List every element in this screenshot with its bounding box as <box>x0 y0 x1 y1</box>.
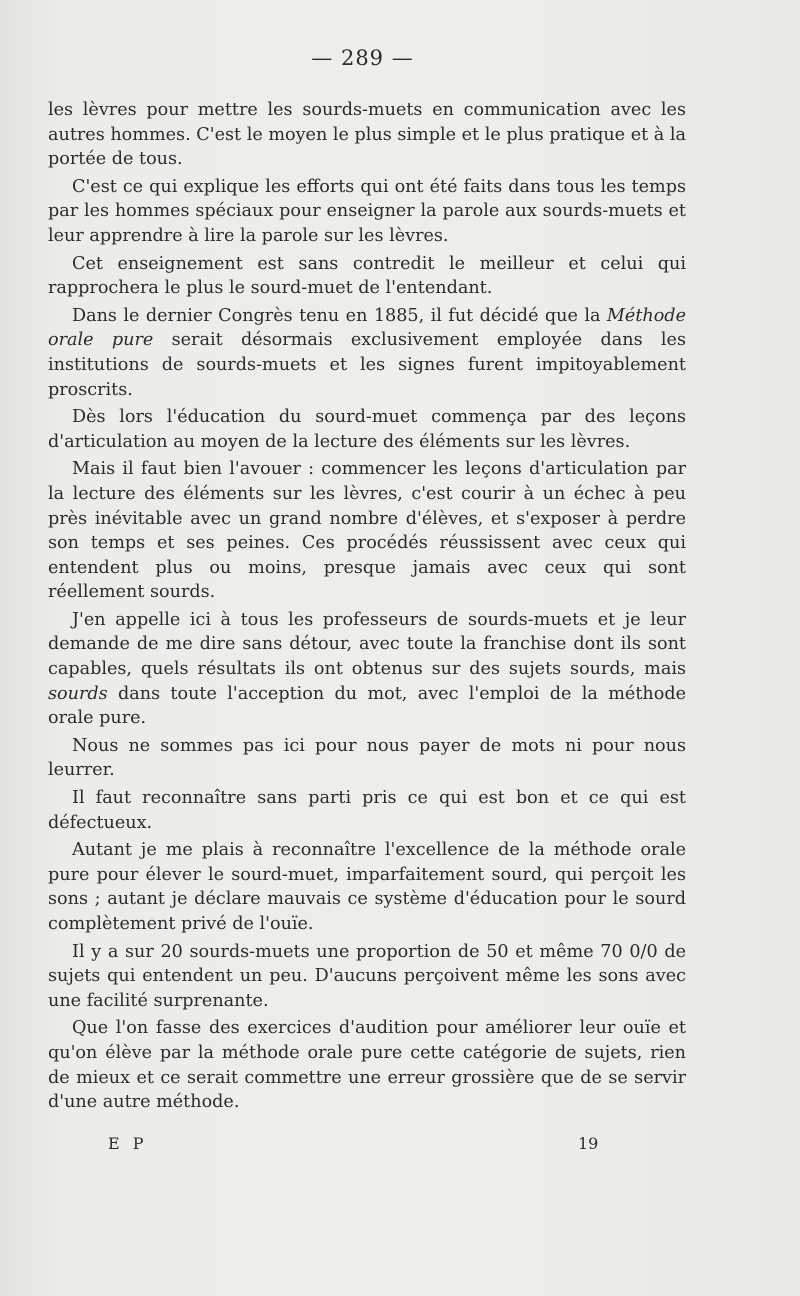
paragraph-text: Il faut reconnaître sans parti pris ce qui est bon et ce qui est défectueux. <box>48 788 686 833</box>
paragraph-text: les lèvres pour mettre les sourds-muets en communication avec les autres hommes. C'est le moyen le plus simple et le plus pratique et à la portée de tous. <box>48 100 686 170</box>
paragraph-text: Nous ne sommes pas ici pour nous payer de mots ni pour nous leurrer. <box>48 735 686 781</box>
paragraph <box>48 734 686 783</box>
paragraph-text: Cet enseignement est sans contredit le meilleur et celui qui rapprochera le plus le sourd-muet de l'entendant. <box>48 253 686 299</box>
paragraph-text: C'est ce qui explique les efforts qui ont été faits dans tous les temps par les hommes spéciaux pour enseigner la parole aux sourds-muets et leur apprendre à lire la parole sur les lèvres. <box>48 176 686 246</box>
paragraph-text: Dès lors l'éducation du sourd-muet commença par des leçons d'articulation au moyen de la lecture des éléments sur les lèvres. <box>48 407 686 452</box>
paragraph <box>48 252 686 301</box>
paragraph <box>48 175 686 249</box>
paragraph-text: Autant je me plais à reconnaître l'excellence de la méthode orale pure pour élever le sourd-muet, imparfaitement sourd, qui perçoit les sons ; autant je déclare mauvais ce système d'éducation pour le sourd complètement privé de l'ouïe. <box>48 840 686 934</box>
paragraph-text: J'en appelle ici à tous les professeurs de sourds-muets et je leur demande de me dire sans détour, avec toute la franchise dont ils sont capables, quels résultats ils ont obtenus sur des sujets sourds, mais <box>48 609 686 680</box>
paragraph-text: Dans le dernier Congrès tenu en 1885, il fut décidé que la <box>72 305 607 326</box>
page-footer <box>0 1134 800 1160</box>
paragraph-text: dans toute l'acception du mot, avec l'emploi de la méthode orale pure. <box>48 683 686 729</box>
paragraph <box>48 608 686 731</box>
paragraph-text: Il y a sur 20 sourds-muets une proportion de 50 et même 70 0/0 de sujets qui entendent un peu. D'aucuns perçoivent même les sons avec une facilité surprenante. <box>48 941 686 1011</box>
sheet-number: 19 <box>578 1134 599 1153</box>
emphasis-text: sourds <box>48 683 108 704</box>
paragraph <box>48 786 686 835</box>
emphasis-text: Méthode orale pure <box>48 305 686 351</box>
paragraph <box>48 838 686 936</box>
paragraph <box>48 304 686 402</box>
signature-mark: E P <box>108 1134 148 1153</box>
paragraph <box>48 1016 686 1114</box>
paragraph-text: Mais il faut bien l'avouer : commencer les leçons d'articulation par la lecture des éléments sur les lèvres, c'est courir à un échec à peu près inévitable avec un grand nombre d'élèves, et s'exposer à perdre son temps et ses peines. Ces procédés réussissent avec ceux qui entendent plus ou moins, presque jamais avec ceux qui sont réellement sourds. <box>48 459 686 603</box>
paragraph-text: serait désormais exclusivement employée dans les institutions de sourds-muets et les signes furent impitoyablement proscrits. <box>48 330 686 400</box>
paragraph <box>48 98 686 172</box>
paragraph <box>48 940 686 1014</box>
paragraph <box>48 405 686 454</box>
body-text <box>48 98 686 1115</box>
paragraph-text: Que l'on fasse des exercices d'audition pour améliorer leur ouïe et qu'on élève par la méthode orale pure cette catégorie de sujets, rien de mieux et ce serait commettre une erreur grossière que de se servir d'une autre méthode. <box>48 1018 686 1113</box>
page-number: — 289 — <box>311 46 414 70</box>
paragraph <box>48 457 686 605</box>
